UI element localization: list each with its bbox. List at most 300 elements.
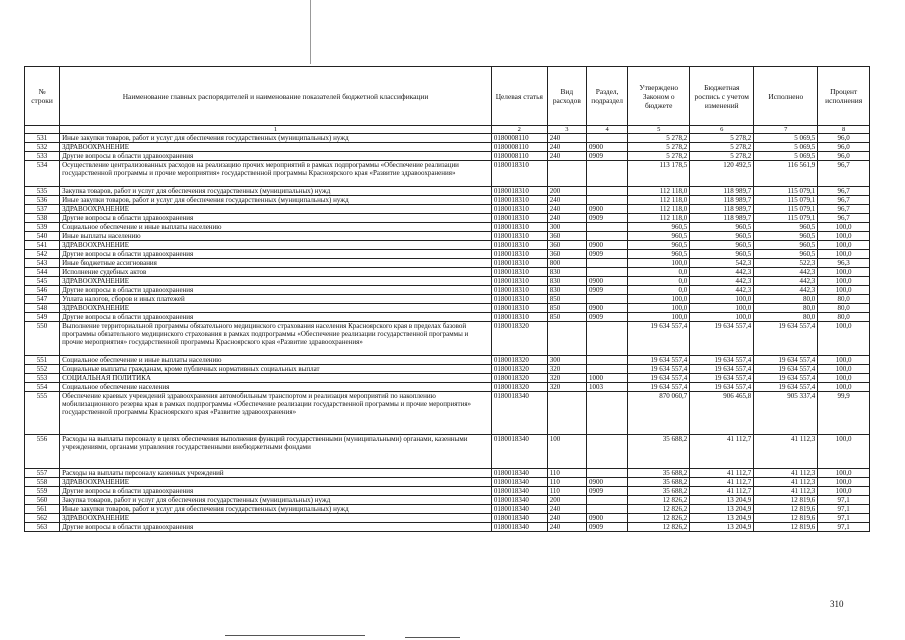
budget-plan-cell: 13 204,9 <box>690 514 754 523</box>
row-name-cell: ЗДРАВООХРАНЕНИЕ <box>60 478 492 487</box>
budget-plan-cell: 118 989,7 <box>690 196 754 205</box>
colnum-cell: 6 <box>690 126 754 134</box>
table-row <box>25 295 870 304</box>
row-name-cell: Осуществление централизованных расходов на реализацию прочих мероприятий в рамках подпрограммы «Обеспечение реализации государственной программы и прочие мероприятия» государственной программы Красноярского края «Развитие здравоохранения» <box>60 161 492 187</box>
row-number-cell: 534 <box>25 161 60 187</box>
section-cell: 0909 <box>586 313 627 322</box>
colnum-cell: 7 <box>754 126 818 134</box>
row-name-cell: ЗДРАВООХРАНЕНИЕ <box>60 205 492 214</box>
approved-cell: 35 688,2 <box>628 478 690 487</box>
row-name-cell: Расходы на выплаты персоналу казенных учреждений <box>60 469 492 478</box>
target-article-cell: 0180018310 <box>491 304 547 313</box>
approved-cell: 19 634 557,4 <box>628 374 690 383</box>
section-cell <box>586 268 627 277</box>
colnum-cell: 4 <box>586 126 627 134</box>
executed-cell: 41 112,3 <box>754 487 818 496</box>
expense-type-cell: 830 <box>547 286 586 295</box>
percent-cell: 100,0 <box>818 365 870 374</box>
row-name-cell: Закупка товаров, работ и услуг для обеспечения государственных (муниципальных) нужд <box>60 187 492 196</box>
approved-cell: 35 688,2 <box>628 487 690 496</box>
approved-cell: 0,0 <box>628 277 690 286</box>
target-article-cell: 0180018310 <box>491 187 547 196</box>
budget-plan-cell: 19 634 557,4 <box>690 374 754 383</box>
expense-type-cell: 240 <box>547 152 586 161</box>
row-number-cell: 538 <box>25 214 60 223</box>
table-row <box>25 383 870 392</box>
target-article-cell: 0180008110 <box>491 143 547 152</box>
row-number-cell: 551 <box>25 356 60 365</box>
budget-execution-table <box>24 66 870 532</box>
budget-plan-cell: 41 112,7 <box>690 487 754 496</box>
target-article-cell: 0180018340 <box>491 469 547 478</box>
row-number-cell: 547 <box>25 295 60 304</box>
approved-cell: 5 278,2 <box>628 143 690 152</box>
executed-cell: 960,5 <box>754 250 818 259</box>
table-row <box>25 435 870 469</box>
table-row <box>25 514 870 523</box>
row-number-cell: 543 <box>25 259 60 268</box>
executed-cell: 960,5 <box>754 223 818 232</box>
column-number-row <box>25 126 870 134</box>
table-header-row <box>25 67 870 126</box>
expense-type-cell: 240 <box>547 134 586 143</box>
percent-cell: 100,0 <box>818 435 870 469</box>
target-article-cell: 0180018310 <box>491 223 547 232</box>
budget-plan-cell: 100,0 <box>690 295 754 304</box>
target-article-cell: 0180018320 <box>491 374 547 383</box>
executed-cell: 5 069,5 <box>754 134 818 143</box>
row-number-cell: 546 <box>25 286 60 295</box>
row-name-cell: Социальное обеспечение и иные выплаты населению <box>60 223 492 232</box>
executed-cell: 115 079,1 <box>754 196 818 205</box>
section-cell <box>586 469 627 478</box>
target-article-cell: 0180018310 <box>491 313 547 322</box>
approved-cell: 112 118,0 <box>628 214 690 223</box>
executed-cell: 5 069,5 <box>754 152 818 161</box>
percent-cell: 96,0 <box>818 143 870 152</box>
row-number-cell: 537 <box>25 205 60 214</box>
budget-plan-cell: 100,0 <box>690 313 754 322</box>
table-row <box>25 214 870 223</box>
table-row <box>25 286 870 295</box>
approved-cell: 112 118,0 <box>628 187 690 196</box>
row-number-cell: 548 <box>25 304 60 313</box>
table-row <box>25 223 870 232</box>
table-row <box>25 365 870 374</box>
executed-cell: 960,5 <box>754 232 818 241</box>
row-name-cell: ЗДРАВООХРАНЕНИЕ <box>60 143 492 152</box>
section-cell <box>586 134 627 143</box>
colnum-cell: 2 <box>491 126 547 134</box>
row-number-cell: 541 <box>25 241 60 250</box>
budget-plan-cell: 118 989,7 <box>690 214 754 223</box>
row-name-cell: Выполнение территориальной программы обязательного медицинского страхования населения Красноярского края в пределах базовой программы обязательного медицинского страхования в рамках подпрограммы «Обеспечение реализации государственной программы и прочие мероприятия» государственной программы Красноярского края «Развитие здравоохранения» <box>60 322 492 356</box>
budget-plan-cell: 442,3 <box>690 286 754 295</box>
section-cell <box>586 505 627 514</box>
percent-cell: 100,0 <box>818 232 870 241</box>
percent-cell: 97,1 <box>818 523 870 532</box>
section-cell <box>586 435 627 469</box>
table-row <box>25 469 870 478</box>
approved-cell: 100,0 <box>628 259 690 268</box>
row-name-cell: Уплата налогов, сборов и иных платежей <box>60 295 492 304</box>
colnum-cell: 1 <box>60 126 492 134</box>
budget-plan-cell: 19 634 557,4 <box>690 322 754 356</box>
table-row <box>25 496 870 505</box>
section-cell <box>586 392 627 435</box>
target-article-cell: 0180018310 <box>491 268 547 277</box>
section-cell <box>586 365 627 374</box>
table-row <box>25 134 870 143</box>
executed-cell: 12 819,6 <box>754 496 818 505</box>
row-number-cell: 555 <box>25 392 60 435</box>
target-article-cell: 0180018320 <box>491 356 547 365</box>
expense-type-cell: 300 <box>547 356 586 365</box>
target-article-cell: 0180018340 <box>491 523 547 532</box>
row-name-cell: СОЦИАЛЬНАЯ ПОЛИТИКА <box>60 374 492 383</box>
row-number-cell: 536 <box>25 196 60 205</box>
approved-cell: 112 118,0 <box>628 196 690 205</box>
budget-plan-cell: 542,3 <box>690 259 754 268</box>
row-name-cell: Социальное обеспечение и иные выплаты населению <box>60 356 492 365</box>
executed-cell: 19 634 557,4 <box>754 322 818 356</box>
page-number: 310 <box>830 599 844 609</box>
approved-cell: 19 634 557,4 <box>628 322 690 356</box>
percent-cell: 80,0 <box>818 304 870 313</box>
approved-cell: 960,5 <box>628 250 690 259</box>
section-cell: 0909 <box>586 487 627 496</box>
table-row <box>25 161 870 187</box>
expense-type-cell: 850 <box>547 304 586 313</box>
expense-type-cell: 110 <box>547 478 586 487</box>
row-number-cell: 531 <box>25 134 60 143</box>
percent-cell: 80,0 <box>818 313 870 322</box>
executed-cell: 442,3 <box>754 268 818 277</box>
expense-type-cell: 240 <box>547 205 586 214</box>
executed-cell: 80,0 <box>754 304 818 313</box>
row-number-cell: 535 <box>25 187 60 196</box>
percent-cell: 96,7 <box>818 161 870 187</box>
row-name-cell: Другие вопросы в области здравоохранения <box>60 250 492 259</box>
row-name-cell: Исполнение судебных актов <box>60 268 492 277</box>
section-cell <box>586 322 627 356</box>
approved-cell: 19 634 557,4 <box>628 356 690 365</box>
row-name-cell: Иные бюджетные ассигнования <box>60 259 492 268</box>
approved-cell: 0,0 <box>628 286 690 295</box>
target-article-cell: 0180018340 <box>491 478 547 487</box>
target-article-cell: 0180018340 <box>491 514 547 523</box>
percent-cell: 97,1 <box>818 496 870 505</box>
section-cell: 0909 <box>586 523 627 532</box>
row-name-cell: Иные закупки товаров, работ и услуг для обеспечения государственных (муниципальных) нужд <box>60 196 492 205</box>
approved-cell: 19 634 557,4 <box>628 365 690 374</box>
section-cell: 0909 <box>586 250 627 259</box>
row-number-cell: 562 <box>25 514 60 523</box>
budget-plan-cell: 100,0 <box>690 304 754 313</box>
approved-cell: 960,5 <box>628 241 690 250</box>
expense-type-cell <box>547 322 586 356</box>
executed-cell: 19 634 557,4 <box>754 356 818 365</box>
approved-cell: 960,5 <box>628 232 690 241</box>
row-name-cell: Иные закупки товаров, работ и услуг для обеспечения государственных (муниципальных) нужд <box>60 505 492 514</box>
target-article-cell: 0180008110 <box>491 152 547 161</box>
section-cell: 0909 <box>586 214 627 223</box>
expense-type-cell: 360 <box>547 232 586 241</box>
executed-cell: 115 079,1 <box>754 214 818 223</box>
approved-cell: 100,0 <box>628 295 690 304</box>
percent-cell: 100,0 <box>818 487 870 496</box>
percent-cell: 96,7 <box>818 205 870 214</box>
expense-type-cell: 360 <box>547 250 586 259</box>
approved-cell: 100,0 <box>628 304 690 313</box>
row-number-cell: 557 <box>25 469 60 478</box>
table-row <box>25 152 870 161</box>
target-article-cell: 0180018310 <box>491 277 547 286</box>
header-target-article: Целевая статья <box>491 67 547 126</box>
table-row <box>25 196 870 205</box>
budget-plan-cell: 118 989,7 <box>690 205 754 214</box>
section-cell: 1003 <box>586 383 627 392</box>
expense-type-cell: 320 <box>547 374 586 383</box>
row-number-cell: 544 <box>25 268 60 277</box>
row-name-cell: Социальное обеспечение населения <box>60 383 492 392</box>
budget-plan-cell: 13 204,9 <box>690 496 754 505</box>
header-budget-plan: Бюджетная роспись с учетом изменений <box>690 67 754 126</box>
percent-cell: 96,7 <box>818 214 870 223</box>
approved-cell: 113 178,5 <box>628 161 690 187</box>
approved-cell: 0,0 <box>628 268 690 277</box>
row-number-cell: 539 <box>25 223 60 232</box>
row-name-cell: Другие вопросы в области здравоохранения <box>60 487 492 496</box>
approved-cell: 5 278,2 <box>628 134 690 143</box>
row-name-cell: Закупка товаров, работ и услуг для обеспечения государственных (муниципальных) нужд <box>60 496 492 505</box>
executed-cell: 115 079,1 <box>754 205 818 214</box>
budget-plan-cell: 5 278,2 <box>690 134 754 143</box>
row-number-cell: 563 <box>25 523 60 532</box>
percent-cell: 100,0 <box>818 250 870 259</box>
executed-cell: 115 079,1 <box>754 187 818 196</box>
expense-type-cell <box>547 161 586 187</box>
expense-type-cell: 830 <box>547 268 586 277</box>
table-row <box>25 392 870 435</box>
percent-cell: 96,3 <box>818 259 870 268</box>
approved-cell: 12 826,2 <box>628 514 690 523</box>
approved-cell: 19 634 557,4 <box>628 383 690 392</box>
section-cell: 0900 <box>586 205 627 214</box>
header-percent: Процент исполнения <box>818 67 870 126</box>
row-number-cell: 549 <box>25 313 60 322</box>
executed-cell: 41 112,3 <box>754 469 818 478</box>
row-number-cell: 540 <box>25 232 60 241</box>
executed-cell: 12 819,6 <box>754 523 818 532</box>
percent-cell: 97,1 <box>818 505 870 514</box>
row-name-cell: Социальные выплаты гражданам, кроме публичных нормативных социальных выплат <box>60 365 492 374</box>
target-article-cell: 0180018310 <box>491 214 547 223</box>
approved-cell: 12 826,2 <box>628 505 690 514</box>
colnum-cell: 8 <box>818 126 870 134</box>
budget-plan-cell: 13 204,9 <box>690 523 754 532</box>
executed-cell: 5 069,5 <box>754 143 818 152</box>
table-row <box>25 250 870 259</box>
section-cell <box>586 196 627 205</box>
row-number-cell: 560 <box>25 496 60 505</box>
header-section: Раздел, подраздел <box>586 67 627 126</box>
target-article-cell: 0180018310 <box>491 161 547 187</box>
budget-plan-cell: 5 278,2 <box>690 152 754 161</box>
scan-artifact-line <box>405 637 460 638</box>
percent-cell: 100,0 <box>818 223 870 232</box>
target-article-cell: 0180018310 <box>491 259 547 268</box>
row-number-cell: 545 <box>25 277 60 286</box>
expense-type-cell <box>547 392 586 435</box>
expense-type-cell: 300 <box>547 223 586 232</box>
section-cell: 0900 <box>586 143 627 152</box>
budget-plan-cell: 41 112,7 <box>690 478 754 487</box>
budget-plan-cell: 960,5 <box>690 250 754 259</box>
row-number-cell: 542 <box>25 250 60 259</box>
approved-cell: 870 060,7 <box>628 392 690 435</box>
section-cell: 0900 <box>586 304 627 313</box>
expense-type-cell: 830 <box>547 277 586 286</box>
percent-cell: 100,0 <box>818 383 870 392</box>
executed-cell: 12 819,6 <box>754 514 818 523</box>
target-article-cell: 0180018310 <box>491 232 547 241</box>
approved-cell: 12 826,2 <box>628 496 690 505</box>
executed-cell: 19 634 557,4 <box>754 383 818 392</box>
target-article-cell: 0180018320 <box>491 365 547 374</box>
expense-type-cell: 240 <box>547 505 586 514</box>
section-cell <box>586 187 627 196</box>
target-article-cell: 0180018320 <box>491 322 547 356</box>
percent-cell: 100,0 <box>818 356 870 365</box>
executed-cell: 116 561,9 <box>754 161 818 187</box>
table-row <box>25 478 870 487</box>
row-name-cell: Иные закупки товаров, работ и услуг для обеспечения государственных (муниципальных) нужд <box>60 134 492 143</box>
row-name-cell: Расходы на выплаты персоналу в целях обеспечения выполнения функций государственными (муниципальными) органами, казенными учреждениями, органами управления государственными внебюджетными фондами <box>60 435 492 469</box>
row-number-cell: 561 <box>25 505 60 514</box>
header-row-number: № строки <box>25 67 60 126</box>
target-article-cell: 0180018310 <box>491 241 547 250</box>
table-row <box>25 313 870 322</box>
target-article-cell: 0180018340 <box>491 435 547 469</box>
row-name-cell: Обеспечение краевых учреждений здравоохранения автомобильным транспортом и реализация мероприятий по накоплению мобилизационного резерва края в рамках подпрограммы «Обеспечение реализации государственной программы и прочие мероприятия» государственной программы Красноярского края «Развитие здравоохранения» <box>60 392 492 435</box>
expense-type-cell: 320 <box>547 383 586 392</box>
table-row <box>25 241 870 250</box>
table-row <box>25 232 870 241</box>
expense-type-cell: 240 <box>547 196 586 205</box>
approved-cell: 112 118,0 <box>628 205 690 214</box>
percent-cell: 100,0 <box>818 478 870 487</box>
budget-plan-cell: 41 112,7 <box>690 469 754 478</box>
row-name-cell: ЗДРАВООХРАНЕНИЕ <box>60 277 492 286</box>
percent-cell: 97,1 <box>818 514 870 523</box>
percent-cell: 100,0 <box>818 268 870 277</box>
row-name-cell: Другие вопросы в области здравоохранения <box>60 214 492 223</box>
executed-cell: 19 634 557,4 <box>754 365 818 374</box>
approved-cell: 5 278,2 <box>628 152 690 161</box>
budget-plan-cell: 442,3 <box>690 268 754 277</box>
percent-cell: 100,0 <box>818 241 870 250</box>
section-cell <box>586 232 627 241</box>
section-cell <box>586 496 627 505</box>
row-number-cell: 556 <box>25 435 60 469</box>
executed-cell: 41 112,3 <box>754 435 818 469</box>
expense-type-cell: 240 <box>547 514 586 523</box>
table-row <box>25 143 870 152</box>
section-cell: 0909 <box>586 152 627 161</box>
budget-plan-cell: 960,5 <box>690 223 754 232</box>
percent-cell: 80,0 <box>818 295 870 304</box>
target-article-cell: 0180018310 <box>491 286 547 295</box>
expense-type-cell: 200 <box>547 187 586 196</box>
budget-plan-cell: 442,3 <box>690 277 754 286</box>
budget-plan-cell: 120 492,5 <box>690 161 754 187</box>
percent-cell: 100,0 <box>818 322 870 356</box>
budget-plan-cell: 118 989,7 <box>690 187 754 196</box>
executed-cell: 12 819,6 <box>754 505 818 514</box>
header-approved: Утверждено Законом о бюджете <box>628 67 690 126</box>
budget-plan-cell: 5 278,2 <box>690 143 754 152</box>
row-number-cell: 532 <box>25 143 60 152</box>
header-name: Наименование главных распорядителей и наименование показателей бюджетной классификации <box>60 67 492 126</box>
approved-cell: 12 826,2 <box>628 523 690 532</box>
approved-cell: 35 688,2 <box>628 435 690 469</box>
expense-type-cell: 110 <box>547 487 586 496</box>
expense-type-cell: 850 <box>547 313 586 322</box>
colnum-cell: 5 <box>628 126 690 134</box>
header-expense-type: Вид расходов <box>547 67 586 126</box>
table-row <box>25 487 870 496</box>
table-row <box>25 277 870 286</box>
row-number-cell: 553 <box>25 374 60 383</box>
expense-type-cell: 200 <box>547 496 586 505</box>
executed-cell: 80,0 <box>754 295 818 304</box>
row-number-cell: 550 <box>25 322 60 356</box>
row-name-cell: Другие вопросы в области здравоохранения <box>60 313 492 322</box>
target-article-cell: 0180018310 <box>491 205 547 214</box>
row-number-cell: 552 <box>25 365 60 374</box>
budget-plan-cell: 960,5 <box>690 232 754 241</box>
target-article-cell: 0180018310 <box>491 250 547 259</box>
row-name-cell: Другие вопросы в области здравоохранения <box>60 523 492 532</box>
expense-type-cell: 100 <box>547 435 586 469</box>
percent-cell: 100,0 <box>818 374 870 383</box>
percent-cell: 96,7 <box>818 196 870 205</box>
section-cell <box>586 295 627 304</box>
expense-type-cell: 320 <box>547 365 586 374</box>
section-cell: 0900 <box>586 478 627 487</box>
executed-cell: 522,3 <box>754 259 818 268</box>
table-row <box>25 187 870 196</box>
executed-cell: 442,3 <box>754 277 818 286</box>
budget-plan-cell: 960,5 <box>690 241 754 250</box>
target-article-cell: 0180018340 <box>491 392 547 435</box>
section-cell <box>586 356 627 365</box>
row-number-cell: 554 <box>25 383 60 392</box>
budget-plan-cell: 19 634 557,4 <box>690 383 754 392</box>
row-number-cell: 559 <box>25 487 60 496</box>
section-cell: 0909 <box>586 286 627 295</box>
percent-cell: 100,0 <box>818 469 870 478</box>
table-row <box>25 205 870 214</box>
row-name-cell: Другие вопросы в области здравоохранения <box>60 152 492 161</box>
table-body <box>25 134 870 532</box>
section-cell: 0900 <box>586 514 627 523</box>
percent-cell: 96,7 <box>818 187 870 196</box>
executed-cell: 442,3 <box>754 286 818 295</box>
target-article-cell: 0180018310 <box>491 196 547 205</box>
table-row <box>25 523 870 532</box>
